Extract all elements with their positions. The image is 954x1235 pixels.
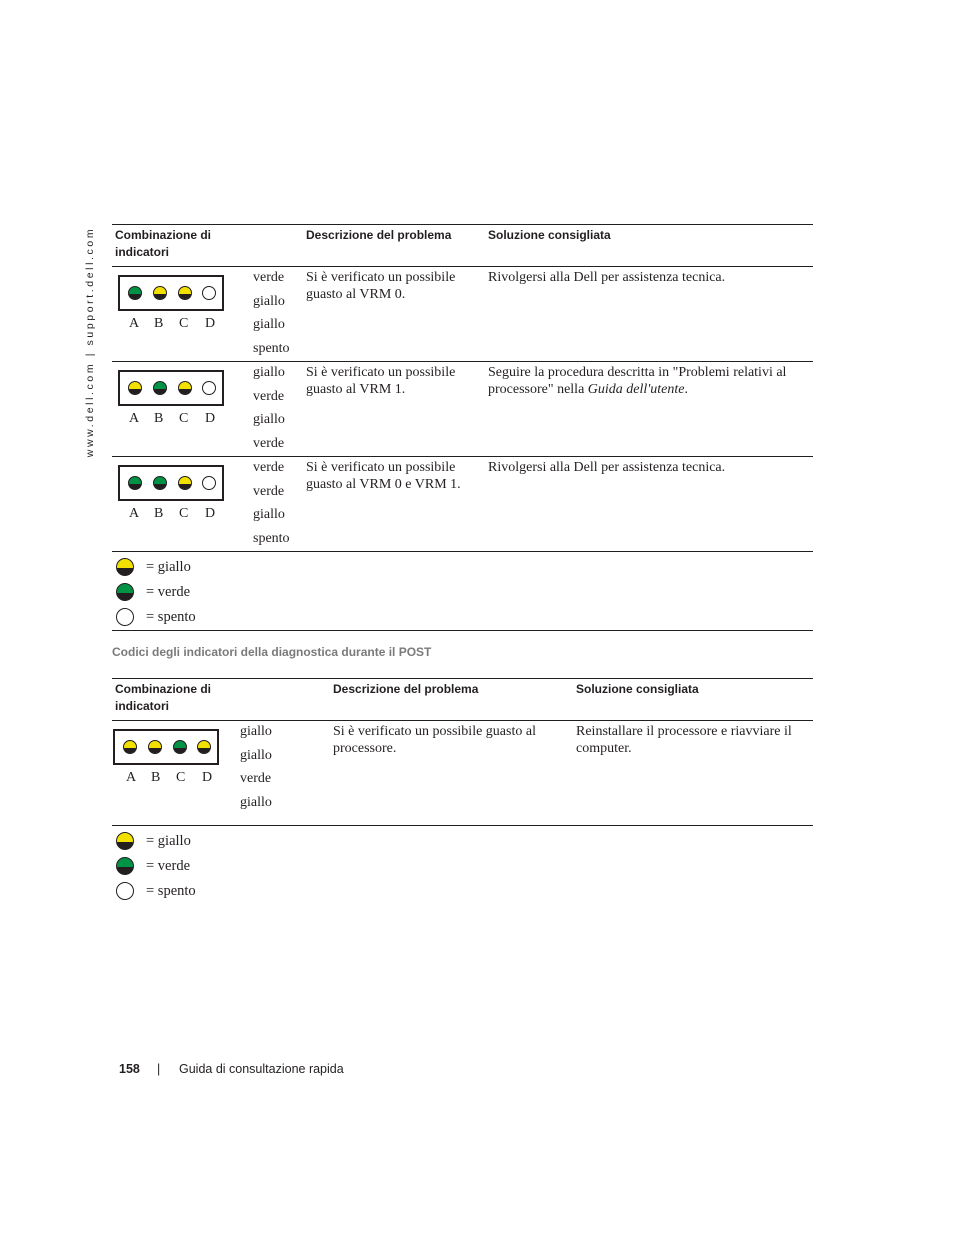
led-b-icon: [153, 476, 167, 490]
recommended-solution: Reinstallare il processore e riavviare il computer.: [576, 724, 792, 756]
diagnostic-table-2: [112, 678, 813, 826]
led-b-icon: [153, 381, 167, 395]
footer-separator: |: [157, 1062, 161, 1076]
header-solution: Soluzione consigliata: [576, 682, 699, 696]
led-c-icon: [173, 740, 187, 754]
led-panel: [118, 275, 224, 311]
led-legend: = giallo = verde = spento: [112, 552, 813, 631]
table-row: A B C D verde giallo giallo spento Si è verificato un possibile guasto al VRM 0. Rivolgersi alla Dell per assistenza tecnica.: [112, 267, 813, 362]
page-number: 158: [119, 1062, 140, 1076]
led-a-icon: [128, 286, 142, 300]
legend-yellow-led-icon: [116, 832, 134, 850]
led-panel: [118, 465, 224, 501]
legend-green-led-icon: [116, 857, 134, 875]
problem-description: Si è verificato un possibile guasto al processore.: [333, 724, 536, 756]
led-a-icon: [123, 740, 137, 754]
header-description: Descrizione del problema: [333, 682, 479, 696]
recommended-solution: Rivolgersi alla Dell per assistenza tecnica.: [488, 460, 726, 475]
table-header: [112, 678, 813, 721]
led-states: verde verde giallo spento: [253, 460, 290, 546]
recommended-solution: Rivolgersi alla Dell per assistenza tecnica.: [488, 270, 726, 285]
led-legend-2: = giallo = verde = spento: [112, 826, 412, 902]
led-c-icon: [178, 286, 192, 300]
led-d-icon: [197, 740, 211, 754]
led-states: giallo giallo verde giallo: [240, 724, 272, 810]
legend-off-led-icon: [116, 882, 134, 900]
led-d-icon: [202, 476, 216, 490]
led-c-icon: [178, 476, 192, 490]
legend-yellow-led-icon: [116, 558, 134, 576]
led-a-icon: [128, 381, 142, 395]
led-d-icon: [202, 381, 216, 395]
user-guide-title: Guida dell'utente: [587, 382, 685, 397]
header-description: Descrizione del problema: [306, 228, 452, 242]
header-combination: Combinazione di indicatori: [115, 228, 211, 259]
table-row: A B C D verde verde giallo spento Si è verificato un possibile guasto al VRM 0 e VRM 1. Rivolgersi alla Dell per assistenza tecnica.: [112, 457, 813, 552]
header-combination: Combinazione di indicatori: [115, 682, 211, 713]
table-caption: Codici degli indicatori della diagnostica durante il POST: [112, 645, 432, 659]
diagnostic-table-1: [112, 224, 813, 631]
header-solution: Soluzione consigliata: [488, 228, 611, 242]
problem-description: Si è verificato un possibile guasto al VRM 1.: [306, 365, 456, 397]
problem-description: Si è verificato un possibile guasto al VRM 0 e VRM 1.: [306, 460, 461, 492]
led-panel: [118, 370, 224, 406]
led-states: giallo verde giallo verde: [253, 365, 285, 451]
led-b-icon: [153, 286, 167, 300]
sidebar-url: www.dell.com | support.dell.com: [84, 226, 96, 458]
led-panel: [113, 729, 219, 765]
footer-title: Guida di consultazione rapida: [179, 1062, 344, 1076]
table-row: A B C D giallo giallo verde giallo Si è verificato un possibile guasto al processore. Reinstallare il processore e riavviare il computer.: [112, 721, 813, 826]
problem-description: Si è verificato un possibile guasto al VRM 0.: [306, 270, 456, 302]
recommended-solution: Seguire la procedura descritta in "Problemi relativi al processore" nella Guida dell'utente.: [488, 365, 787, 397]
legend-green-led-icon: [116, 583, 134, 601]
table-row: A B C D giallo verde giallo verde Si è verificato un possibile guasto al VRM 1. Seguire la procedura descritta in "Problemi relativi al processore" nella Guida dell'utente.: [112, 362, 813, 457]
led-states: verde giallo giallo spento: [253, 270, 290, 356]
table-header: [112, 224, 813, 267]
led-c-icon: [178, 381, 192, 395]
led-d-icon: [202, 286, 216, 300]
led-a-icon: [128, 476, 142, 490]
led-b-icon: [148, 740, 162, 754]
legend-off-led-icon: [116, 608, 134, 626]
